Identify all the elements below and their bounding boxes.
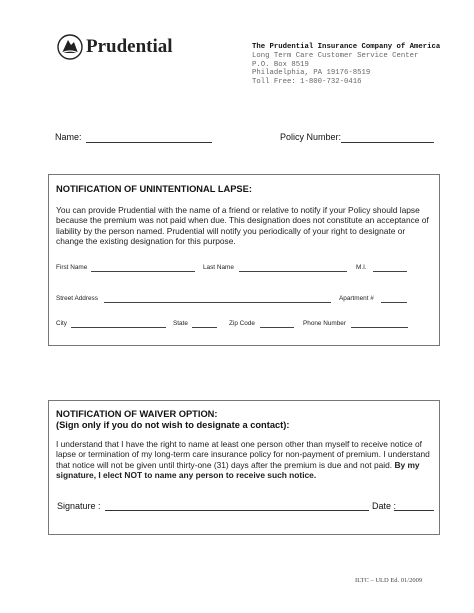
mi-label: M.I. <box>356 264 367 271</box>
zip-code-field[interactable] <box>260 327 294 328</box>
company-address-block <box>252 43 440 87</box>
state-field[interactable] <box>192 327 217 328</box>
last-name-label: Last Name <box>203 264 234 271</box>
lapse-text: You can provide Prudential with the name of a friend or relative to notify if your Policy should lapse because the premium was not paid when due. This designation does not constitute an acceptance of liability by the person named. Prudential will notify you periodically of your right to designate or change the existing designation for this purpose. <box>56 205 429 246</box>
first-name-field[interactable] <box>91 271 195 272</box>
lapse-section <box>48 174 440 346</box>
waiver-title: NOTIFICATION OF WAIVER OPTION: <box>56 409 218 419</box>
state-label: State <box>173 320 188 327</box>
city-label: City <box>56 320 68 327</box>
apartment-label: Apartment # <box>339 295 374 302</box>
name-field[interactable] <box>86 142 212 143</box>
company-line-2: P.O. Box 8519 <box>252 60 309 69</box>
form-code: ILTC – ULD Ed. 01/2009 <box>355 577 423 584</box>
phone-number-label: Phone Number <box>303 320 346 327</box>
date-field[interactable] <box>394 510 434 511</box>
waiver-bold-statement: By my signature, I elect NOT to name any person to receive such notice. <box>56 459 420 480</box>
company-line-3: Philadelphia, PA 19176-8519 <box>252 69 371 78</box>
waiver-text <box>56 439 434 480</box>
street-address-field[interactable] <box>104 302 331 303</box>
apartment-field[interactable] <box>381 302 407 303</box>
lapse-title: NOTIFICATION OF UNINTENTIONAL LAPSE: <box>56 184 252 194</box>
phone-number-field[interactable] <box>351 327 408 328</box>
prudential-logo-icon <box>57 34 83 60</box>
name-label: Name: <box>55 132 82 142</box>
street-address-label: Street Address <box>56 295 98 302</box>
signature-label: Signature : <box>57 501 101 511</box>
waiver-subtitle: (Sign only if you do not wish to designate a contact): <box>56 420 290 430</box>
policy-number-field[interactable] <box>341 142 434 143</box>
zip-code-label: Zip Code <box>229 320 255 327</box>
last-name-field[interactable] <box>239 271 347 272</box>
mi-field[interactable] <box>373 271 407 272</box>
first-name-label: First Name <box>56 264 88 271</box>
company-line-1: Long Term Care Customer Service Center <box>252 51 419 60</box>
company-name: The Prudential Insurance Company of America <box>252 43 441 51</box>
policy-number-label: Policy Number: <box>280 132 342 142</box>
date-label: Date : <box>372 501 397 511</box>
company-line-4: Toll Free: 1-800-732-0416 <box>252 78 362 87</box>
city-field[interactable] <box>71 327 166 328</box>
signature-field[interactable] <box>105 510 369 511</box>
waiver-text-body: I understand that I have the right to name at least one person other than myself to receive notice of lapse or termination of my long-term care insurance policy for non-payment of premium. I understand that notice will not be given until thirty-one (31) days after the premium is due and not paid. <box>56 439 430 470</box>
prudential-logo-text: Prudential <box>86 36 173 57</box>
waiver-section <box>48 400 440 535</box>
